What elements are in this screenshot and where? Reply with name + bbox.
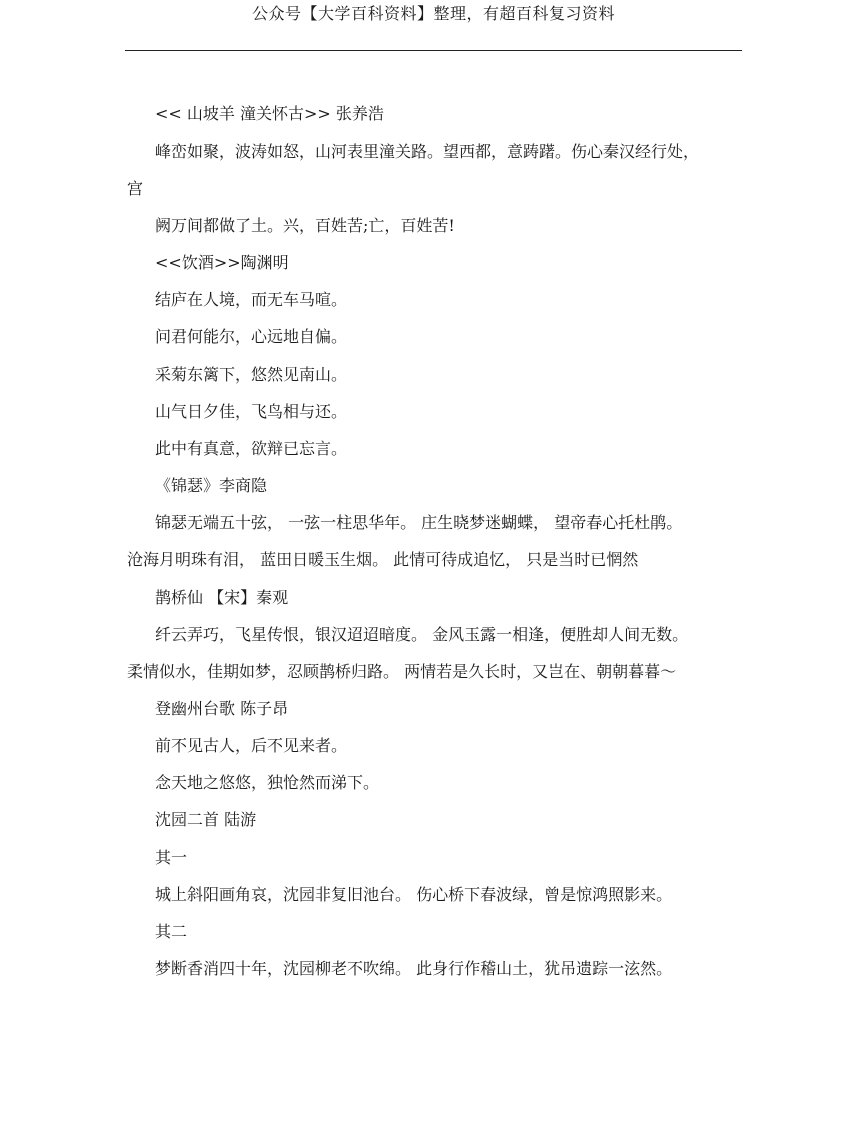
poem-line: 采菊东篱下，悠然见南山。: [155, 365, 348, 384]
poem-subtitle: 其二: [155, 922, 188, 941]
poem-line: 沧海月明珠有泪， 蓝田日暖玉生烟。 此情可待成追忆， 只是当时已惘然: [127, 550, 639, 569]
header-divider: [125, 50, 742, 51]
poem-line: 峰峦如聚，波涛如怒，山河表里潼关路。望西都，意踌躇。伤心秦汉经行处，: [155, 142, 700, 161]
poem-line: 此中有真意，欲辩已忘言。: [155, 439, 348, 458]
poem-line: 山气日夕佳，飞鸟相与还。: [155, 402, 348, 421]
poem-line: 纤云弄巧，飞星传恨，银汉迢迢暗度。 金风玉露一相逢，便胜却人间无数。: [155, 625, 689, 644]
poem-line: 梦断香消四十年，沈园柳老不吹绵。 此身行作稽山土，犹吊遗踪一泫然。: [155, 959, 673, 978]
page-header: 公众号【大学百科资料】整理，有超百科复习资料: [251, 4, 615, 23]
poem-title-jinse: 《锦瑟》李商隐: [155, 476, 268, 495]
poem-line: 城上斜阳画角哀，沈园非复旧池台。 伤心桥下春波绿，曾是惊鸿照影来。: [155, 885, 673, 904]
poem-title-shanpoyang: << 山坡羊 潼关怀古>> 张养浩: [155, 104, 384, 123]
poem-line: 结庐在人境，而无车马喧。: [155, 290, 348, 309]
poem-title-shenyuan: 沈园二首 陆游: [155, 810, 257, 829]
poem-line: 宫: [127, 179, 144, 198]
poem-title-dengyouzhoutaige: 登幽州台歌 陈子昂: [155, 699, 289, 718]
poem-line: 问君何能尔，心远地自偏。: [155, 327, 348, 346]
poem-line: 柔情似水，佳期如梦，忍顾鹊桥归路。 两情若是久长时，又岂在、朝朝暮暮～: [127, 662, 677, 681]
poem-line: 前不见古人，后不见来者。: [155, 736, 348, 755]
poem-line: 锦瑟无端五十弦， 一弦一柱思华年。 庄生晓梦迷蝴蝶， 望帝春心托杜鹃。: [155, 513, 683, 532]
poem-title-yinjiu: <<饮酒>>陶渊明: [155, 253, 289, 272]
poem-line: 阙万间都做了土。兴，百姓苦;亡，百姓苦!: [155, 216, 455, 235]
poem-subtitle: 其一: [155, 848, 188, 867]
poem-line: 念天地之悠悠，独怆然而涕下。: [155, 773, 380, 792]
poem-title-queqiaoxian: 鹊桥仙 【宋】秦观: [155, 588, 289, 607]
